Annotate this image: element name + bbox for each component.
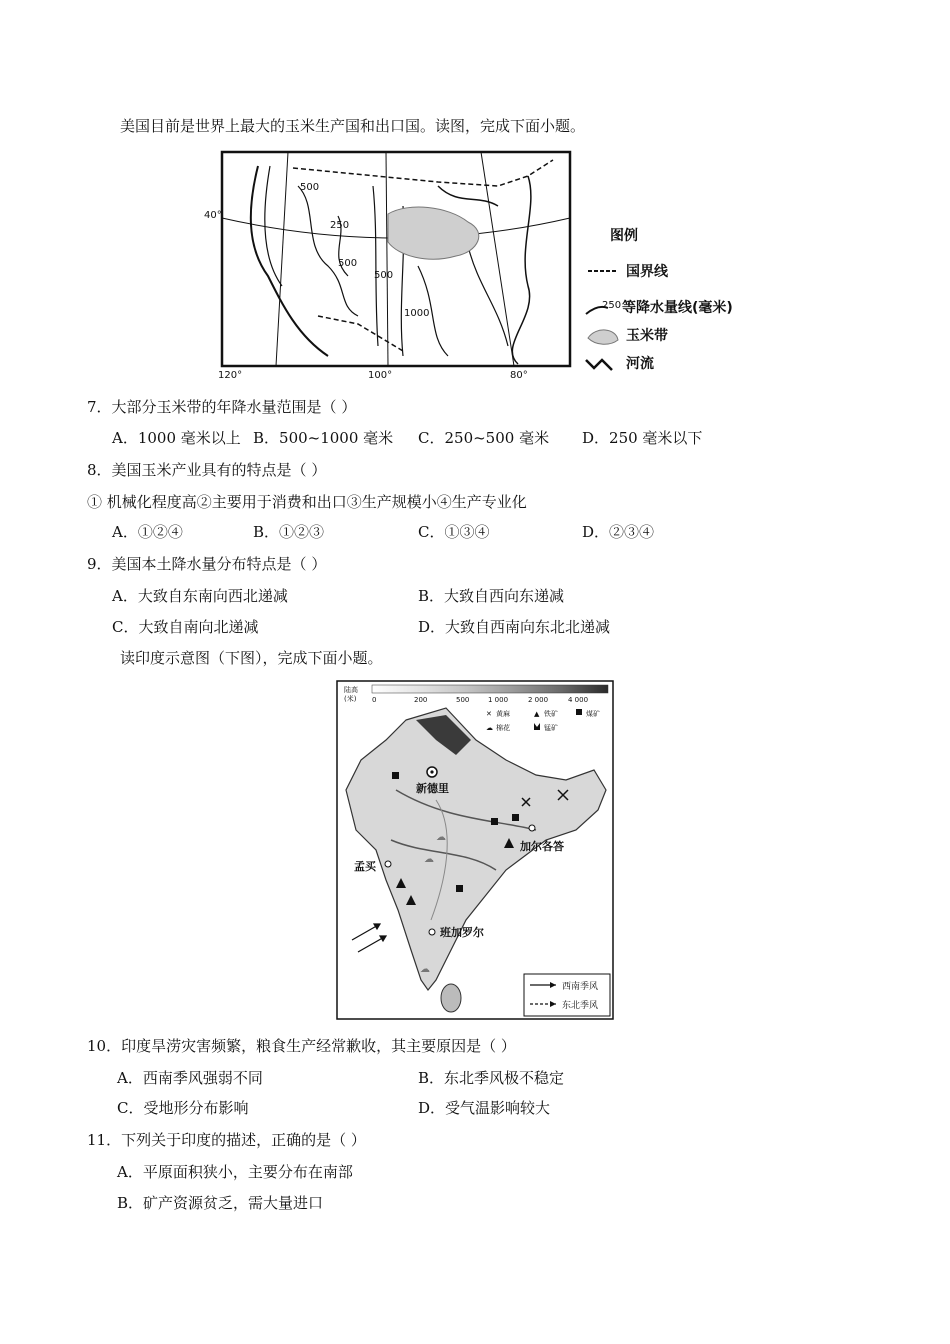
resource-cotton: 棉花 bbox=[496, 724, 510, 732]
elev-unit: (米) bbox=[344, 695, 357, 703]
coal-icon bbox=[512, 814, 519, 821]
isohyet-label-250: 250 bbox=[330, 220, 350, 231]
q7-option-a: A．1000 毫米以上 bbox=[112, 429, 241, 447]
lon-label-80: 80° bbox=[510, 370, 528, 381]
isohyet-label-500c: 500 bbox=[374, 270, 394, 281]
city-mumbai: 孟买 bbox=[354, 860, 376, 873]
q11-option-b: B．矿产资源贫乏，需大量进口 bbox=[117, 1194, 324, 1212]
q7-stem: 7．大部分玉米带的年降水量范围是（ ） bbox=[87, 398, 357, 416]
lat-label-40: 40° bbox=[204, 210, 222, 221]
q10-stem: 10．印度旱涝灾害频繁，粮食生产经常歉收，其主要原因是（ ） bbox=[87, 1037, 516, 1055]
legend-river: 河流 bbox=[626, 356, 654, 372]
elev-tick-4000: 4 000 bbox=[568, 696, 589, 704]
us-corn-map bbox=[198, 146, 768, 382]
legend-isohyet: 等降水量线(毫米) bbox=[622, 300, 733, 316]
isohyet-label-500b: 500 bbox=[338, 258, 358, 269]
city-new-delhi: 新德里 bbox=[416, 782, 449, 795]
river-legend-icon bbox=[586, 360, 612, 370]
corn-belt-legend-icon bbox=[588, 330, 618, 344]
legend-isohyet-value: 250 bbox=[602, 300, 622, 311]
india-map bbox=[336, 680, 614, 1020]
iron-legend-icon: ▲ bbox=[534, 710, 540, 718]
isohyet-label-500: 500 bbox=[300, 182, 320, 193]
elev-label: 陆高 bbox=[344, 686, 358, 694]
coal-icon bbox=[491, 818, 498, 825]
q11-option-a: A．平原面积狭小，主要分布在南部 bbox=[117, 1163, 353, 1181]
wind-sw: 西南季风 bbox=[562, 982, 599, 992]
q9-option-a: A．大致自东南向西北递减 bbox=[112, 587, 288, 605]
cotton-legend-icon: ☁ bbox=[486, 724, 493, 732]
intro-us-corn: 美国目前是世界上最大的玉米生产国和出口国。读图，完成下面小题。 bbox=[120, 117, 586, 135]
q8-statements: ① 机械化程度高②主要用于消费和出口③生产规模小④生产专业化 bbox=[87, 493, 527, 511]
resource-manganese: 锰矿 bbox=[544, 724, 558, 732]
legend-border: 国界线 bbox=[626, 264, 668, 280]
resource-jute: 黄麻 bbox=[496, 710, 510, 718]
isohyet-label-1000: 1000 bbox=[404, 308, 430, 319]
intro-india: 读印度示意图（下图），完成下面小题。 bbox=[120, 649, 383, 667]
q10-option-d: D．受气温影响较大 bbox=[418, 1099, 551, 1117]
q7-option-b: B．500~1000 毫米 bbox=[253, 429, 394, 447]
q11-stem: 11．下列关于印度的描述，正确的是（ ） bbox=[87, 1131, 366, 1149]
elev-tick-500: 500 bbox=[456, 696, 470, 704]
q10-option-c: C．受地形分布影响 bbox=[117, 1099, 249, 1117]
q10-option-a: A．西南季风强弱不同 bbox=[117, 1069, 263, 1087]
cotton-icon: ☁ bbox=[436, 832, 446, 843]
q7-option-c: C．250~500 毫米 bbox=[418, 429, 550, 447]
q8-option-d: D．②③④ bbox=[582, 523, 655, 541]
q9-option-d: D．大致自西南向东北北递减 bbox=[418, 618, 611, 636]
coal-legend-icon bbox=[576, 709, 582, 715]
q8-option-b: B．①②③ bbox=[253, 523, 325, 541]
elev-tick-200: 200 bbox=[414, 696, 428, 704]
elev-tick-0: 0 bbox=[372, 696, 377, 704]
elev-tick-1000: 1 000 bbox=[488, 696, 509, 704]
wind-ne: 东北季风 bbox=[562, 1001, 599, 1011]
legend-corn: 玉米带 bbox=[626, 328, 668, 344]
resource-coal: 煤矿 bbox=[586, 710, 600, 718]
coal-icon bbox=[392, 772, 399, 779]
q9-option-c: C．大致自南向北递减 bbox=[112, 618, 259, 636]
lon-label-100: 100° bbox=[368, 370, 393, 381]
city-bangalore: 班加罗尔 bbox=[440, 926, 484, 939]
cotton-icon: ☁ bbox=[420, 964, 430, 975]
jute-legend-icon: ✕ bbox=[486, 710, 492, 718]
city-kolkata: 加尔各答 bbox=[520, 840, 564, 853]
q9-stem: 9．美国本土降水量分布特点是（ ） bbox=[87, 555, 327, 573]
legend-title: 图例 bbox=[610, 228, 638, 244]
elev-tick-2000: 2 000 bbox=[528, 696, 549, 704]
q8-stem: 8．美国玉米产业具有的特点是（ ） bbox=[87, 461, 327, 479]
cotton-icon: ☁ bbox=[424, 854, 434, 865]
resource-iron: 铁矿 bbox=[544, 710, 558, 718]
q10-option-b: B．东北季风极不稳定 bbox=[418, 1069, 565, 1087]
lon-label-120: 120° bbox=[218, 370, 243, 381]
q8-option-c: C．①③④ bbox=[418, 523, 490, 541]
coal-icon bbox=[456, 885, 463, 892]
q8-option-a: A．①②④ bbox=[112, 523, 183, 541]
q9-option-b: B．大致自西向东递减 bbox=[418, 587, 565, 605]
q7-option-d: D．250 毫米以下 bbox=[582, 429, 703, 447]
